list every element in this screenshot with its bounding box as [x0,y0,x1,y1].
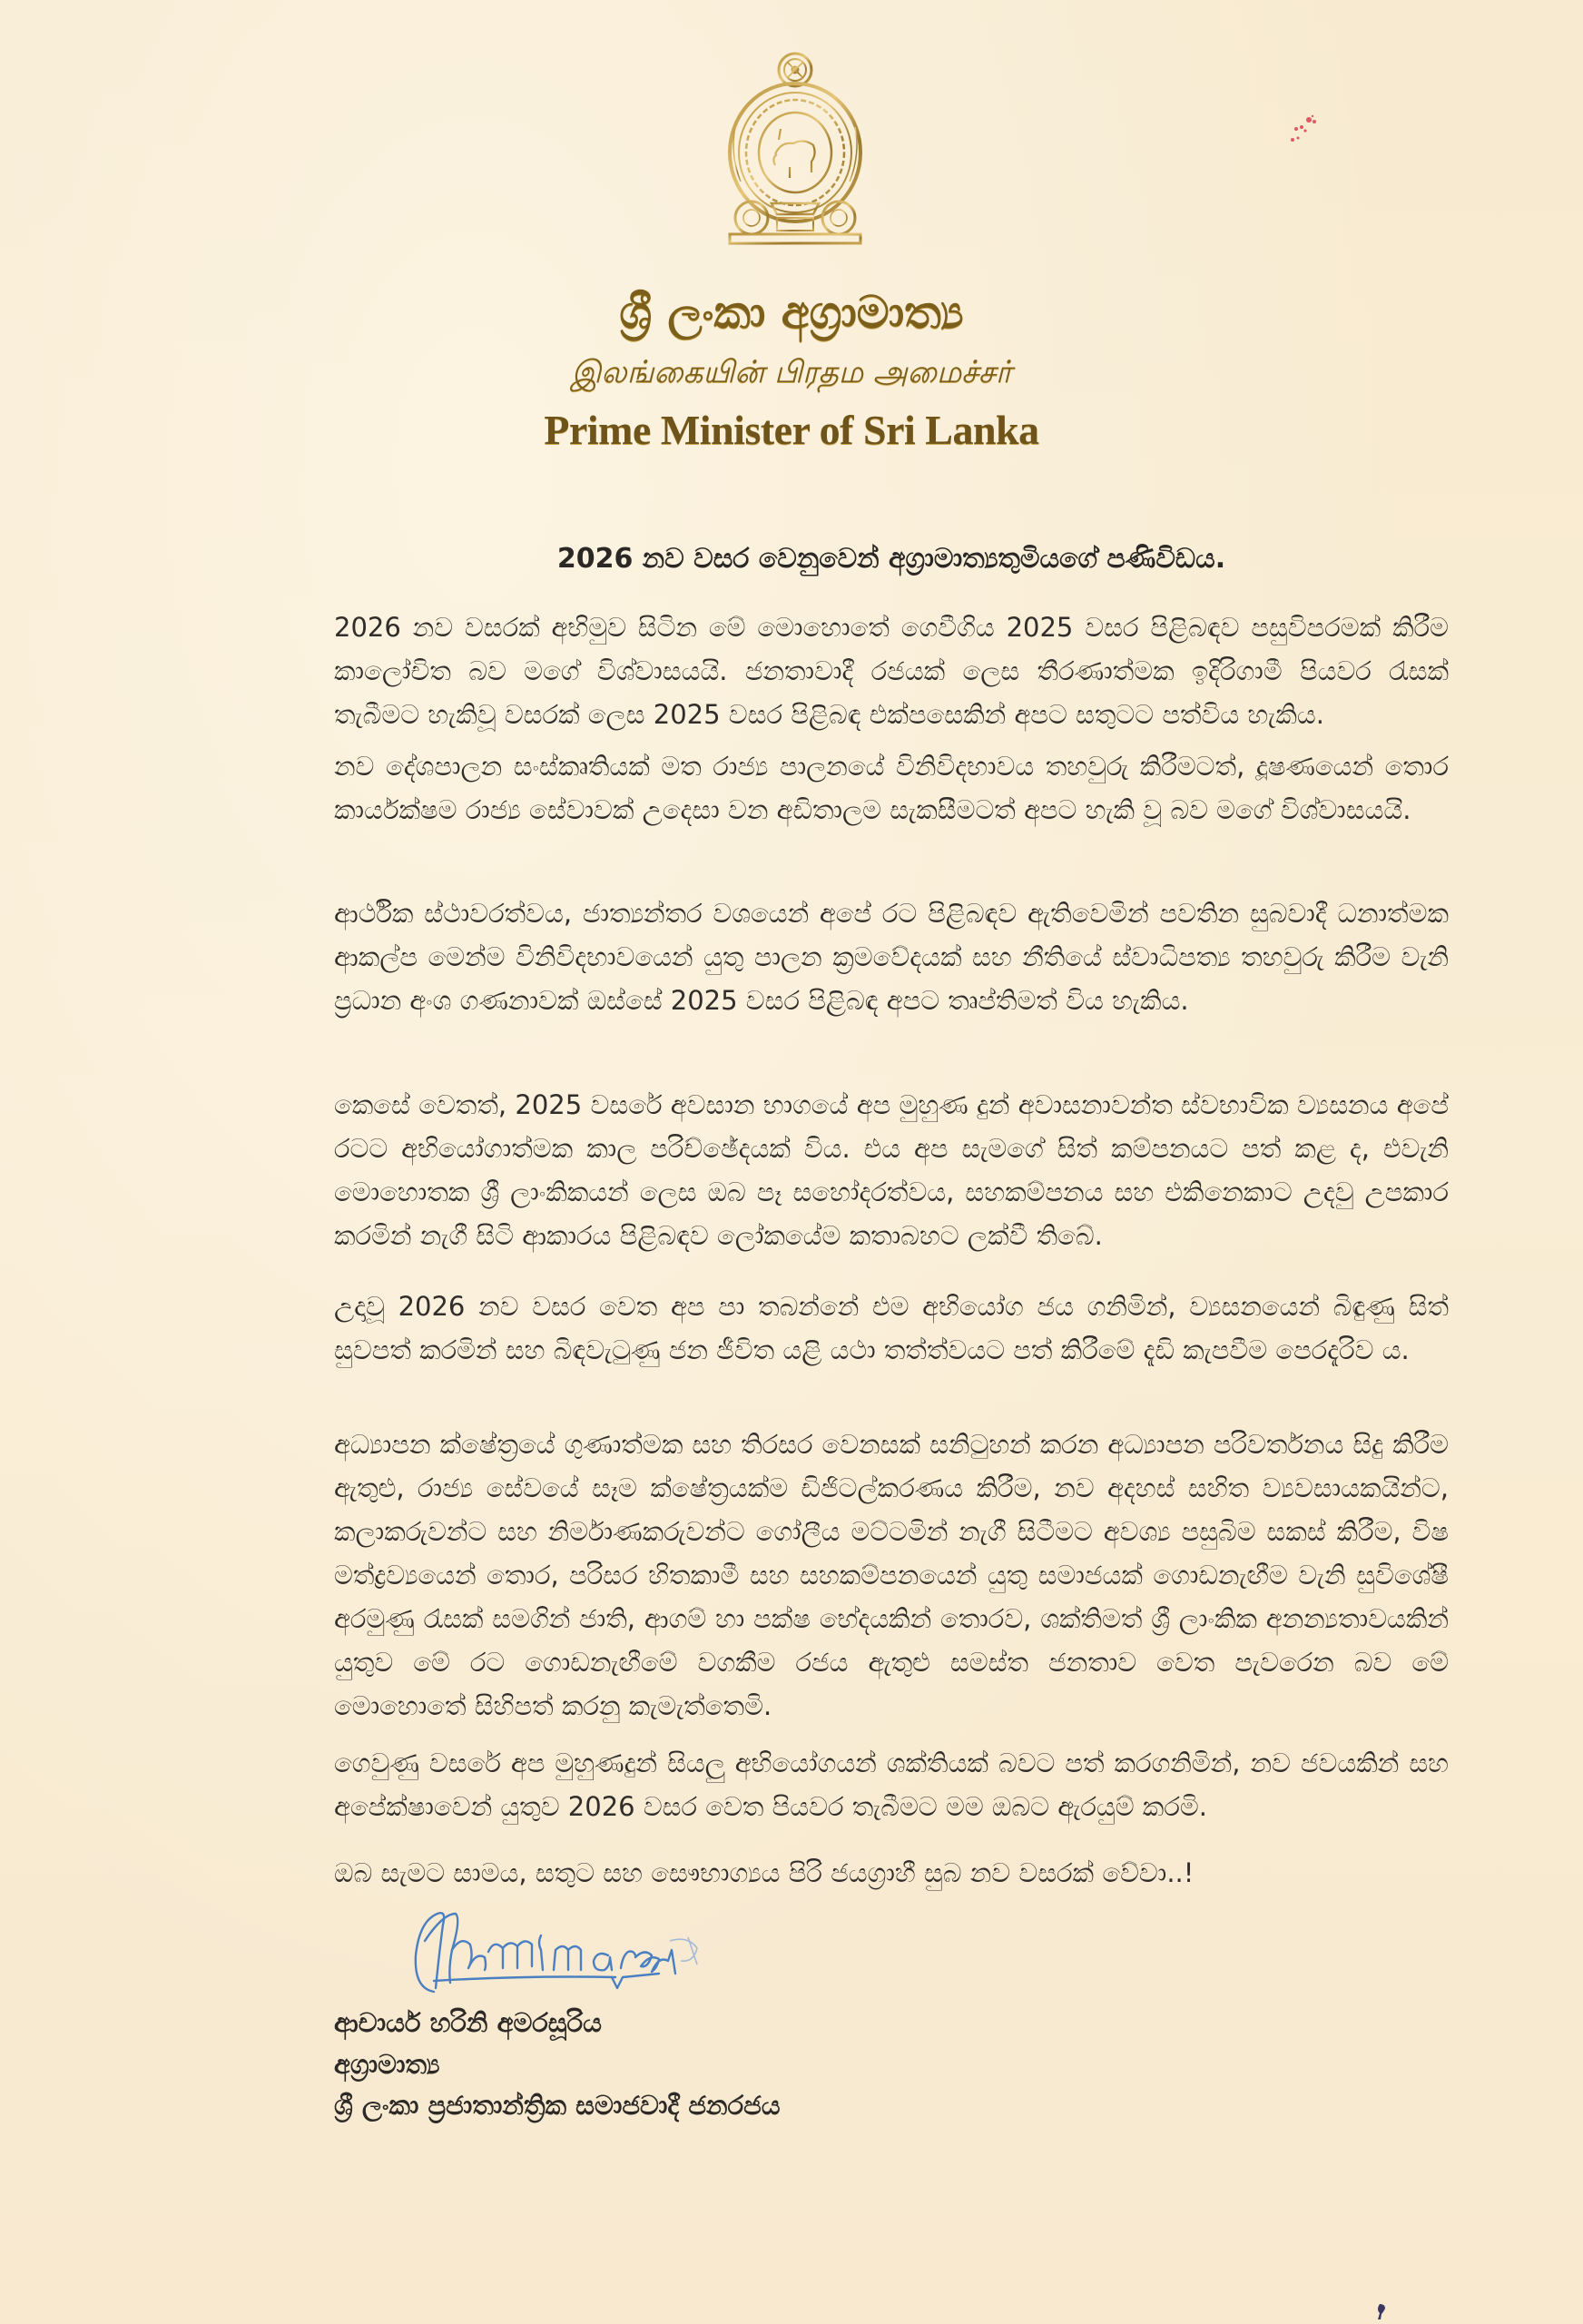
message-heading: 2026 නව වසර වෙනුවෙන් අග්‍රාමාත්‍යතුමියගේ පණිවිඩය. [556,543,1226,575]
letterhead-title-english: Prime Minister of Sri Lanka [544,407,1039,453]
signatory-name: ආචාර්ය හරිනි අමරසූරිය [334,2007,603,2038]
message-paragraph-1: 2026 නව වසරක් අභිමුව සිටින මේ මොහොතේ ගෙවීගිය 2025 වසර පිළිබඳව පසුවිපරමක් කිරීම කාලෝචිත බව මගේ විශ්වාසයයි. ජනතාවාදී රජයක් ලෙස තීරණාත්මක ඉදිරිගාමී පියවර රැසක් තැබීමට හැකිවූ වසරක් ලෙස 2025 වසර පිළිබඳ එක්පසෙකින් අපට සතුටට පත්විය හැකිය. [334,612,1449,730]
message-paragraph-6: අධ්‍යාපන ක්ෂේත්‍රයේ ගුණාත්මක සහ තිරසර වෙනසක් සනිටුහන් කරන අධ්‍යාපන පරිවර්තනය සිදු කිරීම ඇතුළු, රාජ්‍ය සේවයේ සෑම ක්ෂේත්‍රයක්ම ඩිජිටල්කරණය කිරීම, නව අදහස් සහිත ව්‍යවසායකයින්ට, කලාකරුවන්ට සහ නිර්මාණකරුවන්ට ගෝලීය මට්ටමින් නැගී සිටීමට අවශ්‍ය පසුබිම සකස් කිරීම, විෂ මත්ද්‍රව්‍යයෙන් තොර, පරිසර හිතකාමී සහ සහකම්පනයෙන් යුතු සමාජයක් ගොඩනැඟීම වැනි සුවිශේෂී අරමුණු රැසක් සමගින් ජාති, ආගම් හා පක්ෂ භේදයකින් තොරව, ශක්තිමත් ශ්‍රී ලාංකික අනන්‍යතාවයකින් යුතුව මේ රට ගොඩනැඟීමේ වගකීම රජය ඇතුළු සමස්ත ජනතාව වෙත පැවරෙන බව මේ මොහොතේ සිහිපත් කරනු කැමැත්තෙමි. [334,1429,1449,1721]
letterhead-title-sinhala: ශ්‍රී ලංකා අග්‍රාමාත්‍ය [619,286,964,339]
message-paragraph-4: කෙසේ වෙතත්, 2025 වසරේ අවසාන භාගයේ අප මුහුණ දුන් අවාසනාවන්ත ස්වභාවික ව්‍යසනය අපේ රටට අභියෝගාත්මක කාල පරිච්ඡේදයක් විය. එය අප සැමගේ සිත් කම්පනයට පත් කළ ද, එවැනි මොහොතක ශ්‍රී ලාංකිකයන් ලෙස ඔබ පෑ සහෝදරත්වය, සහකම්පනය සහ එකිනෙකාට උදවු උපකාර කරමින් නැගී සිටි ආකාරය පිළිබඳව ලෝකයේම කතාබහට ලක්වී තිබේ. [334,1089,1449,1251]
message-paragraph-2: නව දේශපාලන සංස්කෘතියක් මත රාජ්‍ය පාලනයේ විනිවිදභාවය තහවුරු කිරීමටත්, දූෂණයෙන් තොර කාර්යක්ෂම රාජ්‍ය සේවාවක් උදෙසා වන අඩිතාලම සැකසීමටත් අපට හැකි වූ බව මගේ විශ්වාසයයි. [334,751,1449,825]
message-paragraph-8: ඔබ සැමට සාමය, සතුට සහ සෞභාග්‍යය පිරි ජයග්‍රාහී සුබ නව වසරක් වේවා..! [334,1857,1195,1888]
message-paragraph-5: උදාවූ 2026 නව වසර වෙත අප පා තබන්නේ එම අභියෝග ජය ගනිමින්, ව්‍යසනයෙන් බිඳුණු සිත් සුවපත් කරමින් සහ බිඳවැටුණු ජන ජීවිත යළි යථා තත්ත්වයට පත් කිරීමේ දැඩි කැපවීම පෙරදැරිව ය. [334,1291,1449,1365]
letterhead-title-tamil: இலங்கையின் பிரதம அமைச்சர் [571,354,1012,390]
signatory-title: අග්‍රාමාත්‍ය [334,2049,440,2080]
message-paragraph-3: ආර්ථික ස්ථාවරත්වය, ජාත්‍යන්තර වශයෙන් අපේ රට පිළිබඳව ඇතිවෙමින් පවතින සුබවාදී ධනාත්මක ආකල්ප මෙන්ම විනිවිදභාවයෙන් යුතු පාලන ක්‍රමවේදයක් සහ නීතියේ ස්වාධිපත්‍ය තහවුරු කිරීම වැනි ප්‍රධාන අංශ ගණනාවක් ඔස්සේ 2025 වසර පිළිබඳ අපට තෘප්තිමත් විය හැකිය. [334,898,1449,1016]
signatory-country: ශ්‍රී ලංකා ප්‍රජාතාන්ත්‍රික සමාජවාදී ජනරජය [334,2090,781,2121]
handwritten-signature [398,1905,761,2004]
red-ink-speck-icon [1282,113,1325,149]
message-paragraph-7: ගෙවුණු වසරේ අප මුහුණදුන් සියලු අභියෝගයන් ශක්තියක් බවට පත් කරගනිමින්, නව ජවයකින් සහ අපේක්ෂාවෙන් යුතුව 2026 වසර වෙත පියවර තැබීමට මම ඔබට ඇරයුම් කරමි. [334,1748,1449,1822]
national-emblem-icon [724,45,866,256]
ink-mark-icon [1372,2302,1391,2320]
